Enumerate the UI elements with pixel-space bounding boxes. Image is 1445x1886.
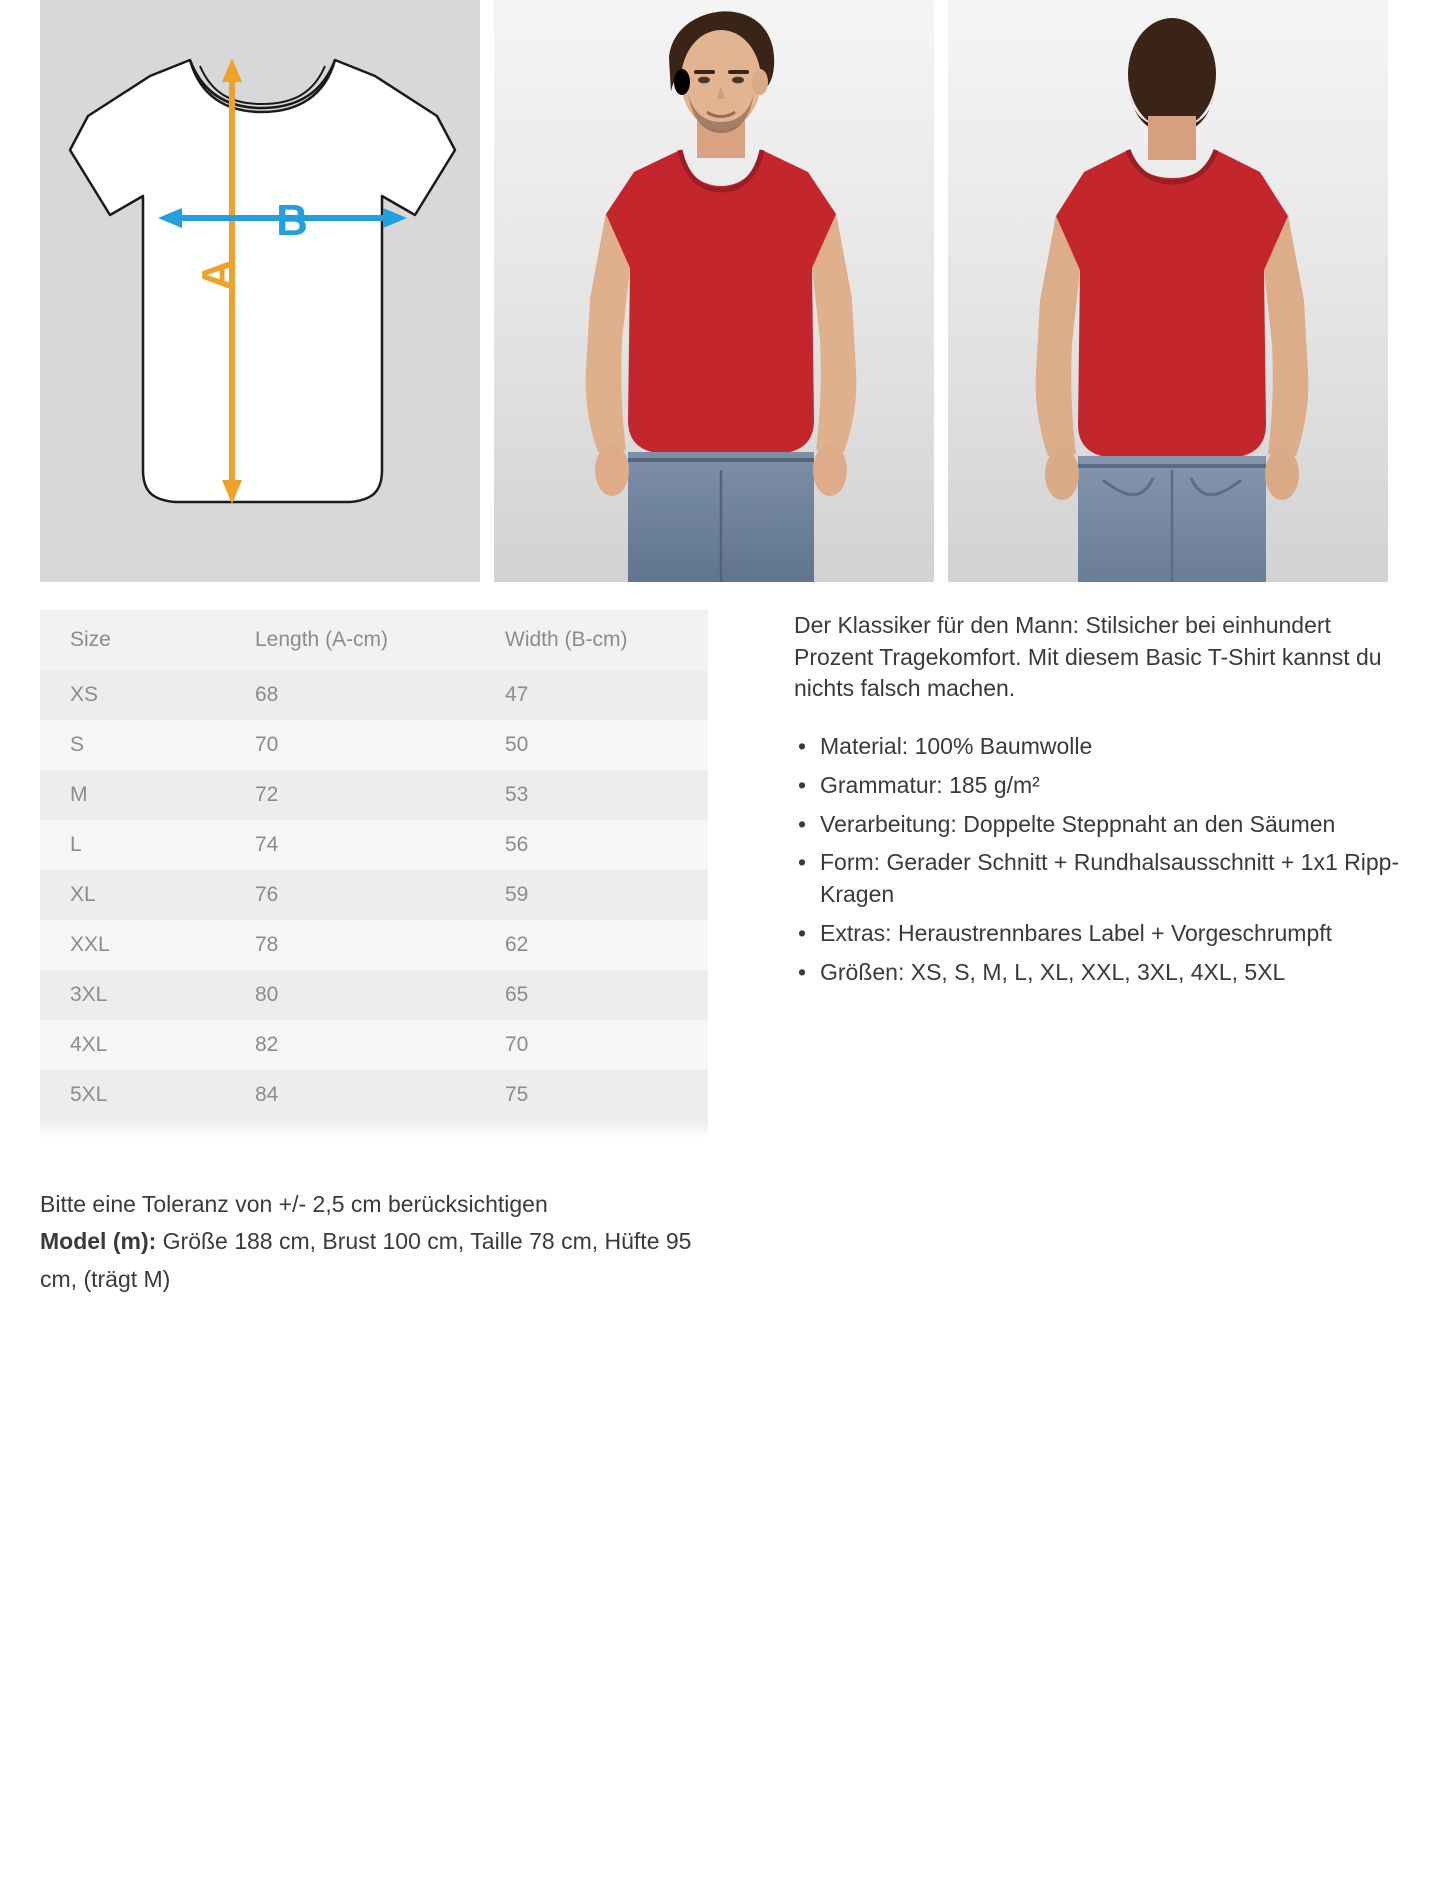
cell-width: 62 [505, 920, 708, 970]
cell-length: 70 [255, 720, 505, 770]
table-row [40, 1020, 708, 1070]
product-description [708, 610, 1405, 995]
product-image-strip [0, 0, 1445, 582]
model-text: Größe 188 cm, Brust 100 cm, Taille 78 cm, Hüfte 95 cm, (trägt M) [40, 1228, 692, 1292]
size-table-body [40, 670, 708, 1120]
table-row [40, 970, 708, 1020]
cell-length: 84 [255, 1070, 505, 1120]
tshirt-measurement-diagram [40, 0, 480, 582]
cell-width: 53 [505, 770, 708, 820]
cell-length: 72 [255, 770, 505, 820]
cell-size: 3XL [40, 970, 255, 1020]
cell-length: 78 [255, 920, 505, 970]
table-fade-edge [40, 1120, 708, 1142]
cell-width: 47 [505, 670, 708, 720]
tolerance-text: Bitte eine Toleranz von +/- 2,5 cm berücksichtigen [40, 1191, 548, 1217]
cell-size: S [40, 720, 255, 770]
table-row [40, 720, 708, 770]
cell-width: 75 [505, 1070, 708, 1120]
model-photo-back [948, 0, 1388, 582]
cell-width: 56 [505, 820, 708, 870]
list-item: • Verarbeitung: Doppelte Steppnaht an den Säumen [794, 809, 1405, 841]
table-row [40, 670, 708, 720]
table-row [40, 820, 708, 870]
table-header-row [40, 610, 708, 670]
cell-length: 82 [255, 1020, 505, 1070]
size-table-head [40, 610, 708, 670]
table-row [40, 1070, 708, 1120]
list-item: • Form: Gerader Schnitt + Rundhalsausschnitt + 1x1 Ripp-Kragen [794, 847, 1405, 910]
col-header-width: Width (B-cm) [505, 610, 708, 670]
model-label: Model (m): [40, 1228, 157, 1255]
table-row [40, 770, 708, 820]
size-and-description-row [0, 610, 1445, 1142]
cell-size: 5XL [40, 1070, 255, 1120]
cell-width: 50 [505, 720, 708, 770]
col-header-size: Size [40, 610, 255, 670]
cell-width: 59 [505, 870, 708, 920]
size-table-wrap [40, 610, 708, 1142]
tolerance-and-model-note [0, 1186, 740, 1298]
list-item: • Grammatur: 185 g/m² [794, 770, 1405, 802]
cell-size: M [40, 770, 255, 820]
cell-length: 76 [255, 870, 505, 920]
cell-width: 65 [505, 970, 708, 1020]
table-row [40, 920, 708, 970]
list-item: • Größen: XS, S, M, L, XL, XXL, 3XL, 4XL, 5XL [794, 957, 1405, 989]
cell-size: L [40, 820, 255, 870]
label-a: A [193, 259, 242, 291]
list-item: • Extras: Heraustrennbares Label + Vorgeschrumpft [794, 918, 1405, 950]
label-b: B [276, 196, 308, 245]
cell-size: 4XL [40, 1020, 255, 1070]
cell-width: 70 [505, 1020, 708, 1070]
table-row [40, 870, 708, 920]
size-table [40, 610, 708, 1120]
model-photo-front [494, 0, 934, 582]
col-header-length: Length (A-cm) [255, 610, 505, 670]
cell-size: XL [40, 870, 255, 920]
description-intro: Der Klassiker für den Mann: Stilsicher bei einhundert Prozent Tragekomfort. Mit diesem Basic T-Shirt kannst du nichts falsch machen. [794, 612, 1382, 702]
cell-length: 80 [255, 970, 505, 1020]
cell-size: XS [40, 670, 255, 720]
description-bullets [794, 731, 1405, 988]
list-item: • Material: 100% Baumwolle [794, 731, 1405, 763]
cell-length: 68 [255, 670, 505, 720]
cell-size: XXL [40, 920, 255, 970]
cell-length: 74 [255, 820, 505, 870]
